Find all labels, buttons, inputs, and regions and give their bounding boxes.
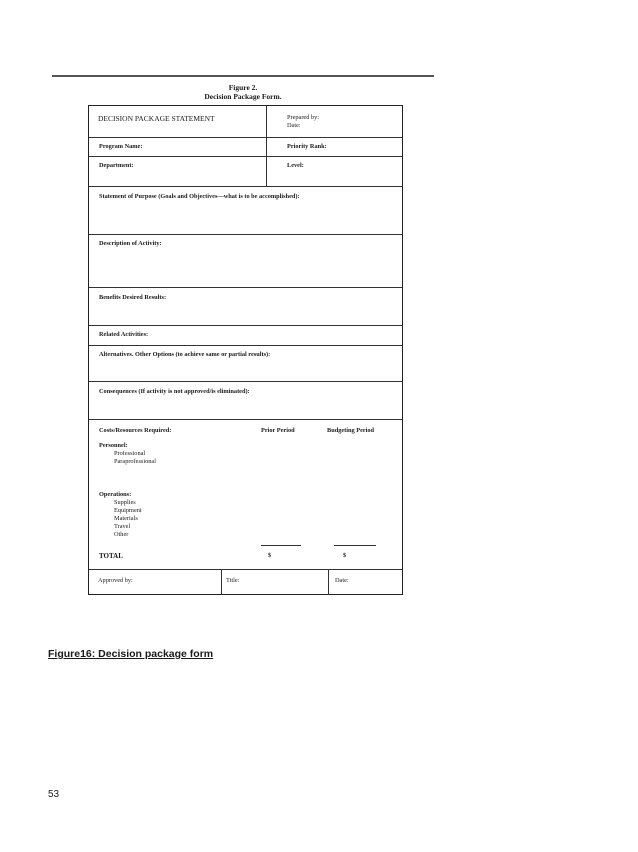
operations-label: Operations: bbox=[99, 491, 132, 498]
row-divider bbox=[89, 137, 402, 138]
decision-package-form bbox=[88, 105, 403, 595]
header-divider bbox=[266, 106, 267, 187]
related-activities-label: Related Activities: bbox=[99, 331, 149, 338]
row-divider bbox=[89, 381, 402, 382]
program-name-label: Program Name: bbox=[99, 143, 143, 150]
row-divider bbox=[89, 345, 402, 346]
prior-period-subtotal-line bbox=[261, 545, 301, 546]
row-divider bbox=[89, 186, 402, 187]
prepared-by-label: Prepared by: bbox=[287, 114, 319, 121]
level-label: Level: bbox=[287, 162, 304, 169]
department-label: Department: bbox=[99, 162, 134, 169]
total-label: TOTAL bbox=[99, 552, 123, 560]
benefits-label: Benefits Desired Results: bbox=[99, 294, 167, 301]
description-label: Description of Activity: bbox=[99, 240, 162, 247]
operations-item: Supplies bbox=[114, 499, 136, 506]
date-field-label: Date: bbox=[335, 577, 349, 584]
costs-label: Costs/Resources Required: bbox=[99, 427, 172, 434]
title-field-label: Title: bbox=[226, 577, 240, 584]
alternatives-label: Alternatives. Other Options (to achieve same or partial results): bbox=[99, 351, 271, 358]
budgeting-period-subtotal-line bbox=[334, 545, 376, 546]
approved-by-label: Approved by: bbox=[98, 577, 133, 584]
prior-total-currency: $ bbox=[268, 552, 272, 559]
personnel-item: Professional bbox=[114, 450, 146, 457]
figure-title: Decision Package Form. bbox=[204, 92, 282, 101]
operations-item: Other bbox=[114, 531, 129, 538]
footer-divider bbox=[328, 569, 329, 595]
date-label: Date: bbox=[287, 122, 301, 129]
row-divider bbox=[89, 419, 402, 420]
row-divider bbox=[89, 325, 402, 326]
statement-of-purpose-label: Statement of Purpose (Goals and Objectives—what is to be accomplished): bbox=[99, 193, 300, 200]
top-rule bbox=[52, 75, 434, 77]
figure-number: Figure 2. bbox=[228, 83, 258, 92]
footer-divider bbox=[221, 569, 222, 595]
row-divider bbox=[89, 569, 402, 570]
operations-item: Equipment bbox=[114, 507, 142, 514]
budget-total-currency: $ bbox=[343, 552, 347, 559]
priority-rank-label: Priority Rank: bbox=[287, 143, 327, 150]
operations-item: Travel bbox=[114, 523, 131, 530]
figure-caption: Figure16: Decision package form bbox=[48, 648, 214, 660]
personnel-item: Paraprofessional bbox=[114, 458, 156, 465]
form-header: DECISION PACKAGE STATEMENT bbox=[98, 114, 215, 123]
consequences-label: Consequences (If activity is not approved/is eliminated): bbox=[99, 388, 250, 395]
personnel-label: Personnel: bbox=[99, 442, 128, 449]
row-divider bbox=[89, 287, 402, 288]
page-number: 53 bbox=[48, 789, 60, 800]
row-divider bbox=[89, 234, 402, 235]
row-divider bbox=[89, 156, 402, 157]
budgeting-period-label: Budgeting Period bbox=[327, 427, 375, 434]
prior-period-label: Prior Period bbox=[261, 427, 295, 434]
operations-item: Materials bbox=[114, 515, 138, 522]
